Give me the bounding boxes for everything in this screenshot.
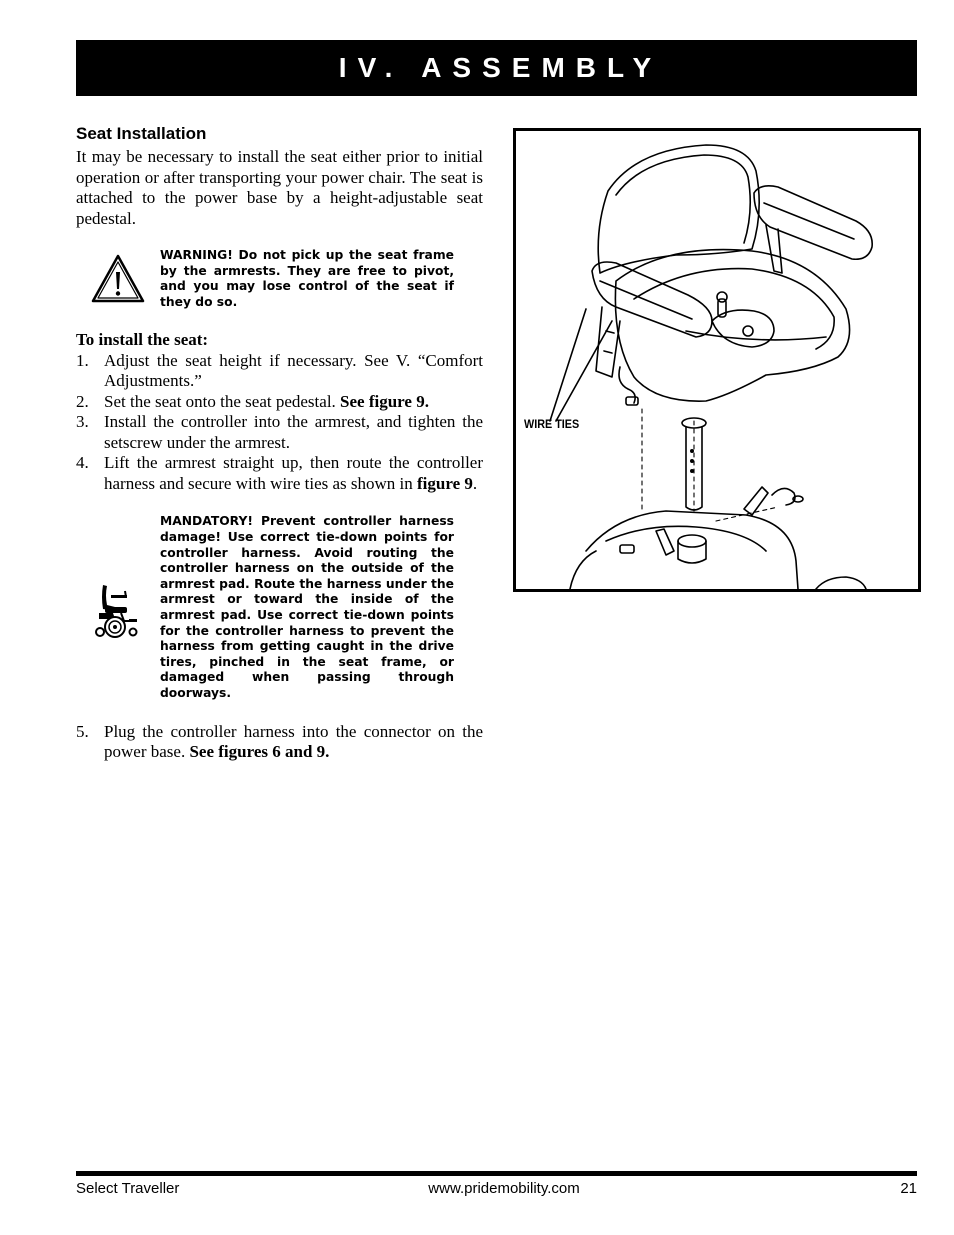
list-item: 4. Lift the armrest straight up, then route the controller harness and secure with wire ties as shown in figure 9. [76,453,483,493]
section-header-bar [76,40,917,96]
footer-website: www.pridemobility.com [428,1180,580,1197]
mandatory-text: MANDATORY! Prevent controller harness damage! Use correct tie-down points for controller harness. Avoid routing the controller harness on the outside of the armrest pad. Route the harness under the armrest or toward the inside of the armrest pad. Use correct tie-down points for the controller harness to prevent the harness from getting caught in the drive tires, pinched in the seat frame, or damaged when passing through doorways. [160,514,454,700]
list-item: 1. Adjust the seat height if necessary. See V. “Comfort Adjustments.” [76,350,483,391]
intro-paragraph: It may be necessary to install the seat either prior to initial operation or after transporting your power chair. The seat is attached to the power base by a height-adjustable seat pedestal. [76,147,483,228]
power-chair-icon [76,577,160,639]
mandatory-notice [76,514,483,701]
list-item: 5. Plug the controller harness into the connector on the power base. See figures 6 and 9. [76,721,483,761]
seat-installation-illustration [516,131,918,589]
warning-triangle-icon [76,253,160,305]
footer-page-number: 21 [900,1180,917,1197]
section-title: Seat Installation [76,124,207,143]
list-item: 2. Set the seat onto the seat pedestal. See figure 9. [76,391,429,411]
figure-9-box [513,128,921,592]
install-steps-list-continued [76,722,483,763]
install-title: To install the seat: [76,330,209,350]
wire-ties-label: WIRE TIES [524,417,580,431]
section-header-title: IV. ASSEMBLY [338,52,663,83]
footer-divider [76,1171,917,1176]
warning-notice [76,248,483,310]
left-column [76,124,483,763]
warning-text: WARNING! Do not pick up the seat frame by the armrests. They are free to pivot, and you may lose control of the seat if they do so. [160,248,454,309]
install-steps-list [76,351,483,495]
list-item: 3. Install the controller into the armrest, and tighten the setscrew under the armrest. [76,412,483,452]
footer-product-name: Select Traveller [76,1180,180,1197]
page-footer [76,1180,917,1200]
